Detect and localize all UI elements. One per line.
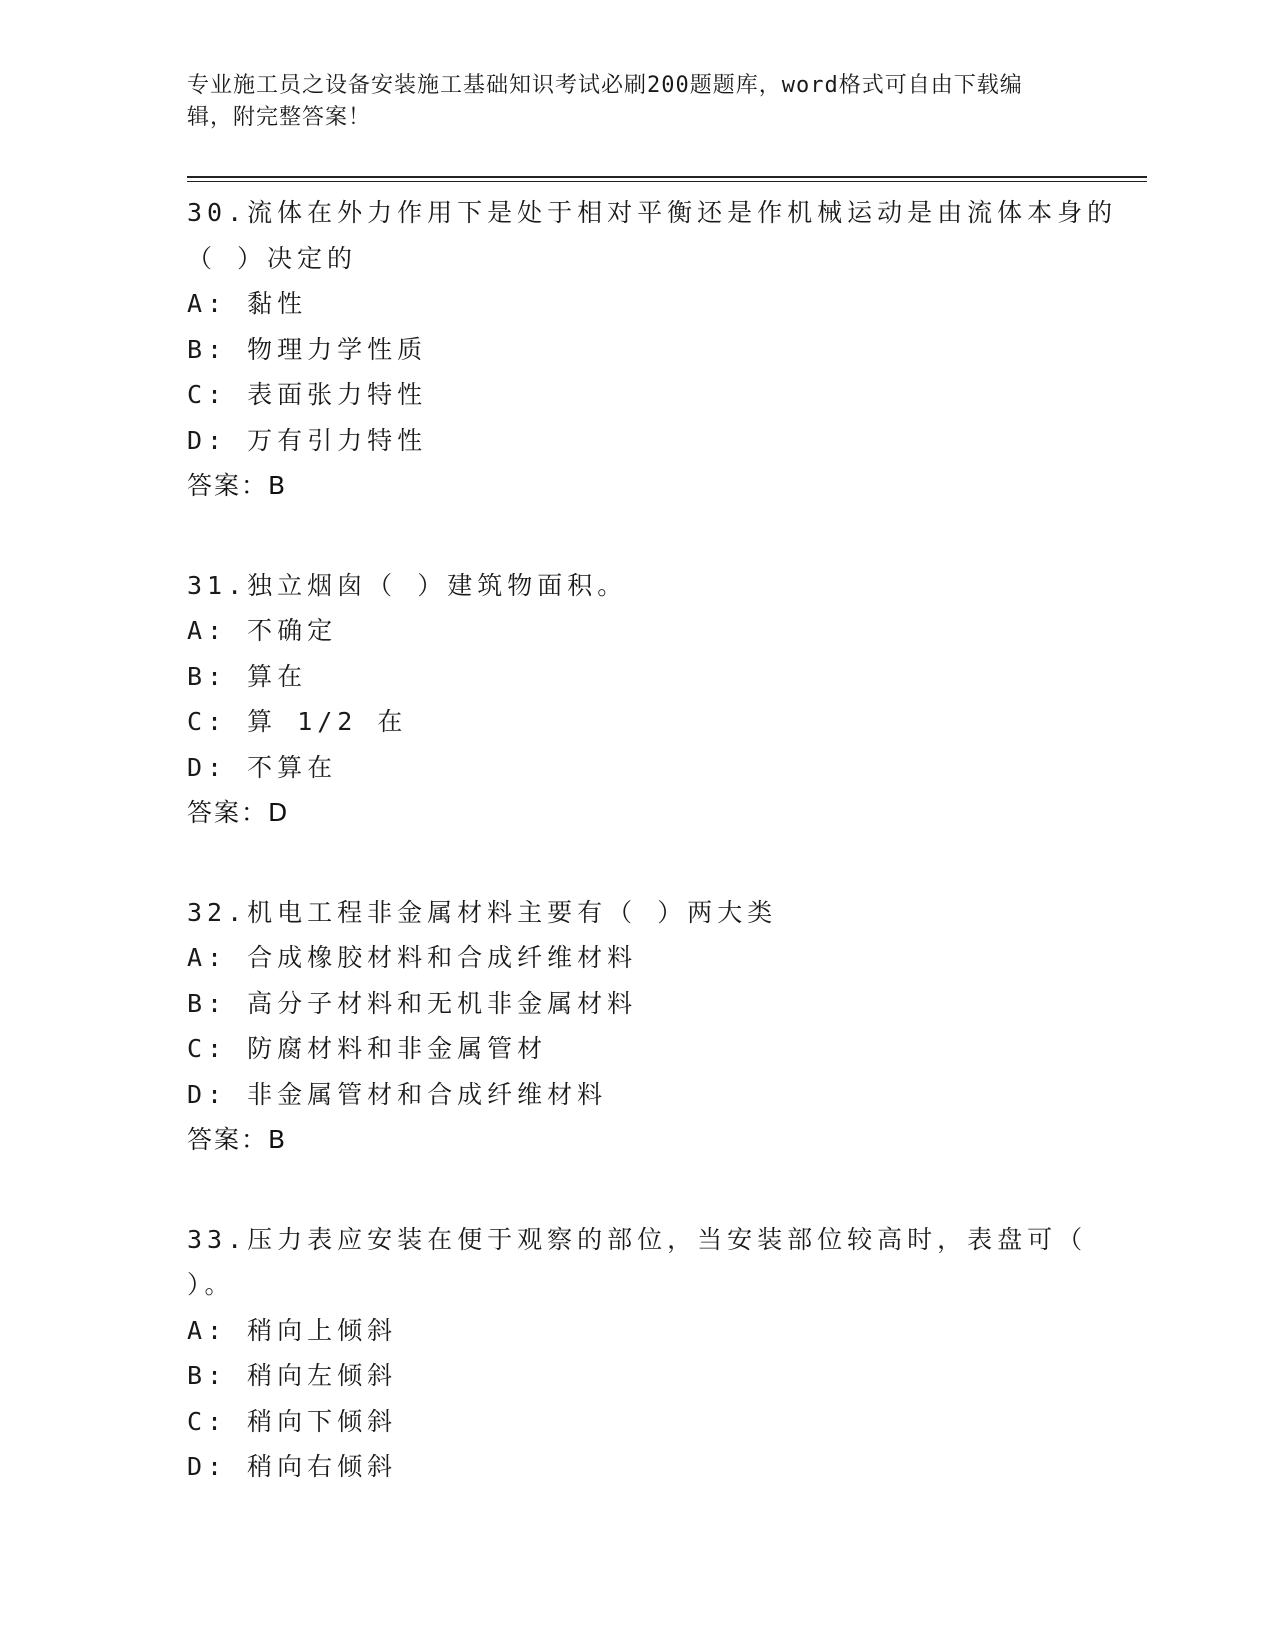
question-30 xyxy=(187,190,1118,509)
option-d: D: 不算在 xyxy=(187,752,338,782)
option-d: D: 万有引力特性 xyxy=(187,425,428,455)
option-a: A: 合成橡胶材料和合成纤维材料 xyxy=(187,943,638,972)
option-a: A: 不确定 xyxy=(187,616,338,645)
answer-label: 答案：D xyxy=(187,798,290,827)
option-b: B: 物理力学性质 xyxy=(187,334,428,364)
option-a: A: 黏性 xyxy=(187,289,308,318)
answer-label: 答案：B xyxy=(187,471,288,500)
answer-label: 答案：B xyxy=(187,1125,288,1154)
question-list xyxy=(187,190,1118,1544)
question-32 xyxy=(187,890,1087,1163)
option-c: C: 算 1/2 在 xyxy=(187,707,408,736)
question-33 xyxy=(187,1217,1087,1490)
question-stem-continued: ）。 xyxy=(187,1270,235,1299)
question-stem: 30.流体在外力作用下是处于相对平衡还是作机械运动是由流体本身的 xyxy=(187,198,1118,227)
option-d: D: 稍向右倾斜 xyxy=(187,1452,398,1481)
document-header: 专业施工员之设备安装施工基础知识考试必刷200题题库，word格式可自由下载编辑，附完整答案！ xyxy=(187,73,1023,130)
option-b: B: 高分子材料和无机非金属材料 xyxy=(187,988,638,1018)
option-a: A: 稍向上倾斜 xyxy=(187,1315,398,1345)
question-stem: 33.压力表应安装在便于观察的部位，当安装部位较高时，表盘可（ xyxy=(187,1224,1088,1254)
header-divider-thin xyxy=(187,181,1147,182)
question-stem-continued: （ ）决定的 xyxy=(187,243,358,273)
option-c: C: 表面张力特性 xyxy=(187,380,428,409)
option-b: B: 稍向左倾斜 xyxy=(187,1361,398,1390)
header-divider xyxy=(187,176,1147,178)
question-stem: 32.机电工程非金属材料主要有（ ）两大类 xyxy=(187,897,778,927)
question-stem: 31.独立烟囱（ ）建筑物面积。 xyxy=(187,570,628,600)
option-d: D: 非金属管材和合成纤维材料 xyxy=(187,1079,608,1109)
option-b: B: 算在 xyxy=(187,661,308,691)
question-31 xyxy=(187,563,1087,836)
option-c: C: 稍向下倾斜 xyxy=(187,1406,398,1436)
option-c: C: 防腐材料和非金属管材 xyxy=(187,1034,548,1063)
